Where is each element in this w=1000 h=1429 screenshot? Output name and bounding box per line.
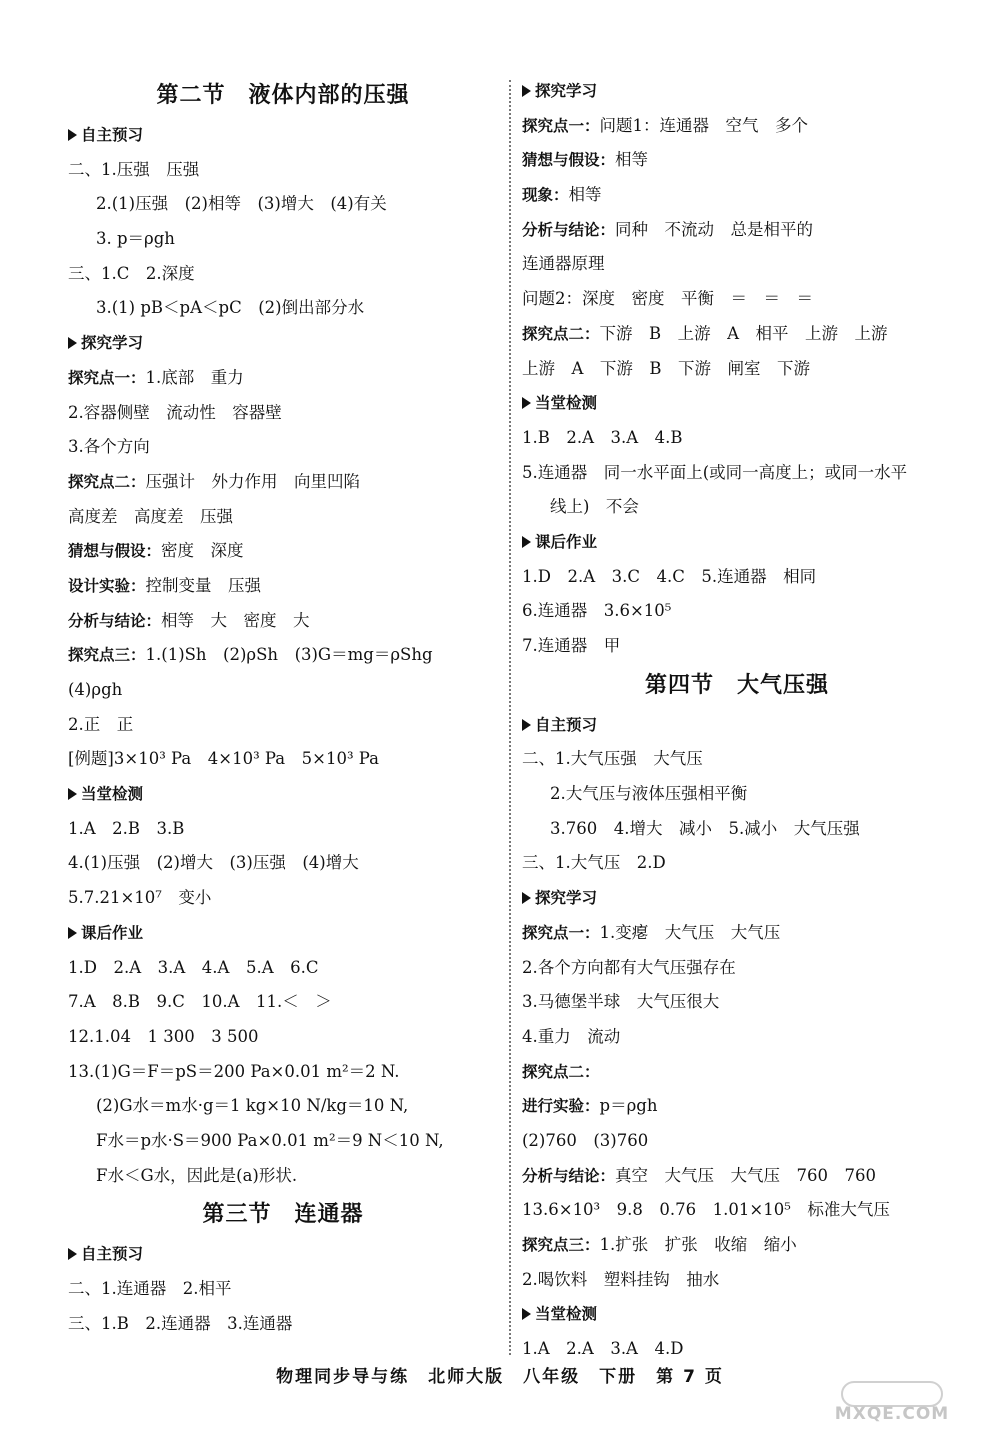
answer-line bbox=[68, 257, 498, 292]
answer-text: 三、1.大气压 2.D bbox=[522, 853, 666, 873]
answer-line bbox=[522, 1159, 952, 1194]
answer-line bbox=[522, 1020, 952, 1055]
answer-label: 分析与结论： bbox=[68, 611, 162, 630]
answer-label: 探究点三： bbox=[68, 646, 146, 665]
answer-text: 问题2：深度 密度 平衡 ＝ ＝ ＝ bbox=[522, 289, 813, 309]
subsection-heading bbox=[522, 386, 952, 421]
triangle-bullet-icon bbox=[522, 719, 531, 731]
answer-line bbox=[522, 247, 952, 282]
answer-text: 1.A 2.B 3.B bbox=[68, 818, 185, 838]
answer-text: 相等 bbox=[568, 185, 602, 205]
triangle-bullet-icon bbox=[522, 1308, 531, 1320]
answer-line bbox=[68, 673, 498, 708]
answer-text: 2.各个方向都有大气压强存在 bbox=[522, 957, 736, 977]
answer-text: p＝ρgh bbox=[599, 1096, 658, 1116]
page-footer: 物理同步导与练 北师大版 八年级 下册 第 7 页 bbox=[276, 1367, 724, 1387]
answer-line bbox=[522, 916, 952, 951]
answer-text: 三、1.C 2.深度 bbox=[68, 263, 195, 283]
answer-line bbox=[522, 1055, 952, 1090]
answer-text: 控制变量 压强 bbox=[145, 575, 262, 595]
answer-text: 5.连通器 同一水平面上(或同一高度上；或同一水平 bbox=[522, 462, 908, 482]
answer-line bbox=[522, 951, 952, 986]
answer-label: 探究点三： bbox=[522, 1236, 600, 1254]
answer-label: 分析与结论： bbox=[522, 1166, 616, 1185]
answer-line bbox=[68, 153, 498, 188]
answer-line bbox=[522, 1124, 952, 1159]
answer-line bbox=[522, 1089, 952, 1124]
answer-text: 3.各个方向 bbox=[68, 437, 150, 457]
left-column bbox=[68, 74, 498, 1341]
answer-line bbox=[68, 881, 498, 916]
answer-text: 2.喝饮料 塑料挂钩 抽水 bbox=[522, 1269, 720, 1289]
subsection-heading bbox=[68, 916, 498, 951]
triangle-bullet-icon bbox=[68, 1248, 77, 1260]
answer-line bbox=[522, 812, 952, 847]
answer-text: 6.连通器 3.6×10⁵ bbox=[522, 601, 672, 621]
answer-text: (4)ρgh bbox=[68, 680, 123, 699]
answer-line bbox=[68, 1020, 498, 1055]
section-title: 第二节 液体内部的压强 bbox=[156, 83, 410, 108]
answer-line bbox=[68, 1307, 498, 1342]
answer-line bbox=[522, 317, 952, 352]
triangle-bullet-icon bbox=[522, 85, 531, 97]
triangle-bullet-icon bbox=[68, 129, 77, 141]
answer-text: 高度差 高度差 压强 bbox=[68, 506, 233, 526]
answer-line bbox=[522, 1228, 952, 1263]
answer-label: 分析与结论： bbox=[522, 220, 616, 239]
answer-text: 压强计 外力作用 向里凹陷 bbox=[145, 471, 361, 491]
answer-line bbox=[68, 534, 498, 569]
answer-line bbox=[68, 1159, 498, 1194]
answer-text: 密度 深度 bbox=[161, 541, 244, 561]
answer-text: 2.大气压与液体压强相平衡 bbox=[550, 784, 748, 804]
answer-text: 二、1.大气压强 大气压 bbox=[522, 749, 703, 769]
answer-line bbox=[522, 594, 952, 629]
answer-line bbox=[522, 213, 952, 248]
answer-text: 1.(1)Sh (2)ρSh (3)G＝mg＝ρShg bbox=[145, 645, 433, 665]
subsection-heading bbox=[522, 74, 952, 109]
answer-line bbox=[522, 109, 952, 144]
subsection-heading-label: 自主预习 bbox=[81, 1245, 144, 1264]
answer-text: 3.760 4.增大 减小 5.减小 大气压强 bbox=[550, 818, 860, 838]
answer-line bbox=[522, 629, 952, 664]
answer-text: 相等 bbox=[615, 150, 649, 170]
answer-label: 进行实验： bbox=[522, 1097, 600, 1116]
subsection-heading-label: 自主预习 bbox=[535, 715, 598, 734]
answer-line bbox=[68, 638, 498, 673]
answer-text: 三、1.B 2.连通器 3.连通器 bbox=[68, 1313, 293, 1333]
answer-line bbox=[522, 1263, 952, 1298]
answer-line bbox=[68, 985, 498, 1020]
answer-line bbox=[68, 1272, 498, 1307]
answer-line bbox=[68, 812, 498, 847]
answer-text: (2)760 (3)760 bbox=[522, 1130, 649, 1150]
answer-text: 二、1.压强 压强 bbox=[68, 159, 200, 179]
answer-line bbox=[68, 951, 498, 986]
subsection-heading-label: 自主预习 bbox=[81, 126, 144, 144]
triangle-bullet-icon bbox=[522, 892, 531, 904]
answer-text: 3.(1) pB＜pA＜pC (2)倒出部分水 bbox=[96, 298, 365, 318]
answer-line bbox=[522, 560, 952, 595]
answer-label: 探究点二： bbox=[522, 1062, 600, 1081]
answer-line bbox=[68, 500, 498, 535]
answer-line bbox=[522, 742, 952, 777]
answer-line bbox=[68, 1089, 498, 1124]
answer-line bbox=[68, 187, 498, 222]
answer-text: 3.马德堡半球 大气压很大 bbox=[522, 992, 720, 1012]
watermark-logo bbox=[812, 1380, 972, 1424]
section-title: 第四节 大气压强 bbox=[644, 672, 829, 698]
answer-line bbox=[522, 352, 952, 387]
answer-text: 1.A 2.A 3.A 4.D bbox=[522, 1339, 684, 1359]
answer-text: 下游 B 上游 A 相平 上游 上游 bbox=[599, 323, 888, 343]
answer-line bbox=[68, 430, 498, 465]
subsection-heading bbox=[522, 1297, 952, 1332]
answer-line bbox=[522, 846, 952, 881]
answer-text: 二、1.连通器 2.相平 bbox=[68, 1279, 232, 1298]
answer-line bbox=[68, 1055, 498, 1090]
answer-label: 探究点一： bbox=[68, 368, 146, 387]
subsection-heading bbox=[68, 326, 498, 361]
answer-text: 1.扩张 扩张 收缩 缩小 bbox=[599, 1235, 797, 1254]
answer-text: F水＜G水，因此是(a)形状. bbox=[96, 1165, 298, 1185]
answer-text: 4.(1)压强 (2)增大 (3)压强 (4)增大 bbox=[68, 853, 359, 873]
answer-line bbox=[68, 465, 498, 500]
watermark-text: MXQE.COM bbox=[834, 1404, 950, 1424]
answer-text: 5.7.21×10⁷ 变小 bbox=[68, 888, 212, 908]
answer-line bbox=[68, 708, 498, 743]
answer-line bbox=[68, 396, 498, 431]
subsection-heading bbox=[68, 1237, 498, 1272]
triangle-bullet-icon bbox=[68, 337, 77, 349]
answer-label: 猜想与假设： bbox=[68, 542, 162, 561]
subsection-heading bbox=[68, 118, 498, 153]
subsection-heading-label: 课后作业 bbox=[81, 923, 144, 942]
triangle-bullet-icon bbox=[522, 536, 531, 548]
answer-label: 探究点二： bbox=[68, 472, 146, 491]
answer-label: 设计实验： bbox=[68, 576, 146, 595]
subsection-heading-label: 当堂检测 bbox=[81, 785, 144, 804]
answer-text: 1.B 2.A 3.A 4.B bbox=[522, 427, 683, 447]
answer-text: 1.D 2.A 3.C 4.C 5.连通器 相同 bbox=[522, 566, 817, 586]
answer-text: 12.1.04 1 300 3 500 bbox=[68, 1026, 259, 1046]
answer-text: 2.正 正 bbox=[68, 714, 134, 734]
answer-line bbox=[522, 143, 952, 178]
answer-label: 探究点一： bbox=[522, 116, 600, 135]
subsection-heading-label: 探究学习 bbox=[535, 82, 598, 100]
answer-text: 13.6×10³ 9.8 0.76 1.01×10⁵ 标准大气压 bbox=[522, 1200, 890, 1220]
subsection-heading bbox=[68, 777, 498, 812]
answer-label: 现象： bbox=[522, 186, 569, 205]
answer-text: 相等 大 密度 大 bbox=[161, 610, 310, 630]
answer-line bbox=[522, 985, 952, 1020]
answer-label: 探究点一： bbox=[522, 923, 600, 942]
subsection-heading bbox=[522, 525, 952, 560]
subsection-heading bbox=[522, 708, 952, 743]
subsection-heading-label: 当堂检测 bbox=[535, 1305, 598, 1324]
subsection-heading-label: 当堂检测 bbox=[535, 394, 598, 413]
answer-label: 猜想与假设： bbox=[522, 151, 616, 170]
answer-text: F水＝p水·S＝900 Pa×0.01 m²＝9 N＜10 N, bbox=[96, 1130, 444, 1150]
answer-text: [例题]3×10³ Pa 4×10³ Pa 5×10³ Pa bbox=[68, 749, 380, 769]
answer-text: 问题1：连通器 空气 多个 bbox=[599, 115, 809, 135]
triangle-bullet-icon bbox=[68, 788, 77, 800]
answer-line bbox=[68, 361, 498, 396]
subsection-heading bbox=[522, 881, 952, 916]
answer-line bbox=[522, 777, 952, 812]
answer-line bbox=[68, 569, 498, 604]
answer-line bbox=[68, 222, 498, 257]
answer-text: 线上) 不会 bbox=[550, 497, 639, 517]
answer-line bbox=[68, 846, 498, 881]
answer-line bbox=[68, 742, 498, 777]
answer-text: 4.重力 流动 bbox=[522, 1026, 621, 1046]
answer-line bbox=[522, 490, 952, 525]
subsection-heading-label: 课后作业 bbox=[535, 532, 598, 551]
section-title: 第三节 连通器 bbox=[202, 1202, 364, 1228]
answer-text: 同种 不流动 总是相平的 bbox=[615, 219, 814, 239]
answer-line bbox=[522, 421, 952, 456]
answer-text: 2.(1)压强 (2)相等 (3)增大 (4)有关 bbox=[96, 194, 387, 214]
right-column bbox=[522, 74, 952, 1367]
answer-label: 探究点二： bbox=[522, 324, 600, 343]
answer-text: 7.A 8.B 9.C 10.A 11.＜ ＞ bbox=[68, 992, 332, 1012]
answer-text: 2.容器侧壁 流动性 容器壁 bbox=[68, 402, 282, 422]
answer-line bbox=[522, 282, 952, 317]
answer-text: (2)G水＝m水·g＝1 kg×10 N/kg＝10 N, bbox=[96, 1096, 409, 1116]
answer-line bbox=[68, 291, 498, 326]
answer-text: 真空 大气压 大气压 760 760 bbox=[615, 1165, 877, 1185]
answer-line bbox=[522, 456, 952, 491]
answer-text: 1.D 2.A 3.A 4.A 5.A 6.C bbox=[68, 957, 319, 977]
answer-text: 3. p＝ρgh bbox=[96, 229, 175, 249]
answer-line bbox=[522, 1193, 952, 1228]
answer-text: 13.(1)G＝F＝pS＝200 Pa×0.01 m²＝2 N. bbox=[68, 1061, 400, 1081]
answer-text: 1.底部 重力 bbox=[145, 367, 244, 387]
answer-text: 上游 A 下游 B 下游 闸室 下游 bbox=[522, 358, 811, 378]
answer-text: 1.变瘪 大气压 大气压 bbox=[599, 922, 781, 942]
triangle-bullet-icon bbox=[68, 927, 77, 939]
answer-line bbox=[522, 178, 952, 213]
subsection-heading-label: 探究学习 bbox=[81, 334, 144, 353]
answer-text: 连通器原理 bbox=[522, 254, 605, 274]
answer-text: 7.连通器 甲 bbox=[522, 636, 621, 655]
column-divider bbox=[509, 80, 511, 1355]
answer-line bbox=[68, 604, 498, 639]
answer-line bbox=[68, 1124, 498, 1159]
subsection-heading-label: 探究学习 bbox=[535, 889, 598, 908]
triangle-bullet-icon bbox=[522, 397, 531, 409]
